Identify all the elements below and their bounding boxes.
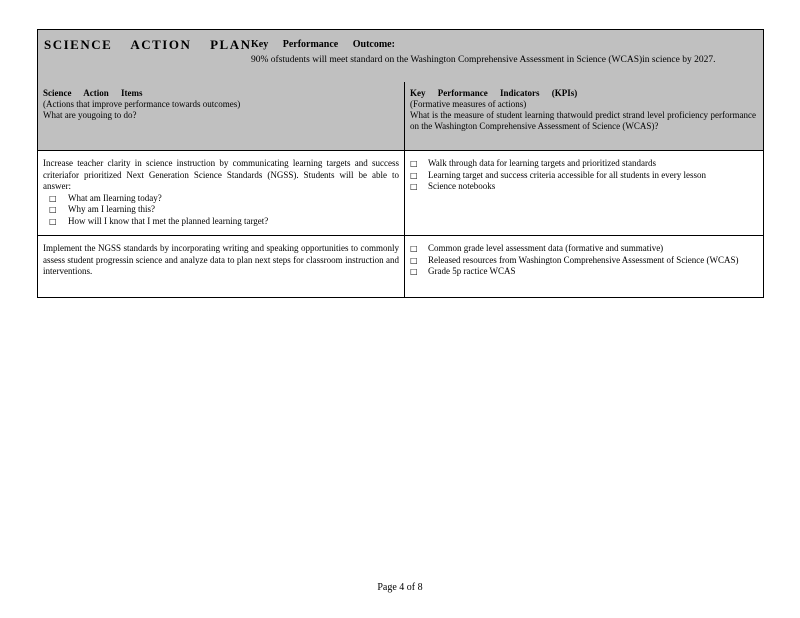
- column-headers: [38, 82, 763, 151]
- kpi-cell: [405, 236, 761, 297]
- action-cell: [38, 151, 405, 235]
- checkbox-icon: □: [49, 216, 57, 226]
- kpo-text: 90% ofstudents will meet standard on the Washington Comprehensive Assessment in Science (WCAS)in science by 2027.: [251, 55, 716, 65]
- list-item: □ How will I know that I met the planned learning target?: [49, 215, 269, 226]
- list-item: □ Science notebooks: [410, 181, 496, 191]
- checkbox-icon: □: [410, 182, 418, 191]
- list-item: □ Walk through data for learning targets and prioritized standards: [410, 158, 657, 168]
- checkbox-icon: □: [49, 193, 57, 203]
- action-cell: [38, 236, 405, 297]
- list-item: □ Why am I learning this?: [49, 204, 155, 214]
- list-item: □ Grade 5p ractice WCAS: [410, 266, 516, 276]
- list-item: □ Common grade level assessment data (formative and summative): [410, 243, 664, 253]
- action-text: Implement the NGSS standards by incorporating writing and speaking opportunities to commonly assess student progressin science and analyze data to plan next steps for classroom instruction and interventions.: [43, 243, 399, 276]
- action-text: Increase teacher clarity in science instruction by communicating learning targets and success criteriafor prioritized Next Generation Science Standards (NGSS). Students will be able to answer:: [43, 158, 399, 191]
- page-title: SCIENCE ACTION PLAN: [44, 37, 252, 52]
- header-kpis: [405, 82, 761, 150]
- table-row: [38, 236, 763, 298]
- checkbox-icon: □: [410, 267, 418, 276]
- page-number: Page 4 of 8: [377, 582, 423, 593]
- checkbox-icon: □: [410, 255, 418, 265]
- header-kpi-line2: What is the measure of student learning thatwould predict strand level proficiency performance on the Washington Comprehensive Assessment of Science (WCAS)?: [410, 110, 756, 131]
- checkbox-icon: □: [410, 244, 418, 253]
- list-item: □ What am Ilearning today?: [49, 192, 162, 203]
- header-action-title: Science Action Items: [43, 88, 143, 98]
- header-kpi-line1: (Formative measures of actions): [410, 99, 527, 109]
- header-action-line1: (Actions that improve performance towards outcomes): [43, 99, 241, 109]
- plan-banner: [38, 30, 763, 82]
- question-list: [43, 193, 399, 228]
- header-kpi-title: Key Performance Indicators (KPIs): [410, 88, 578, 98]
- checkbox-icon: □: [410, 159, 418, 168]
- kpi-list: [410, 243, 756, 278]
- action-plan-table: [37, 29, 764, 298]
- list-item: □ Learning target and success criteria accessible for all students in every lesson: [410, 169, 706, 180]
- kpi-list: [410, 158, 756, 193]
- header-action-line2: What are yougoing to do?: [43, 110, 137, 120]
- kpo-label: Key Performance Outcome:: [251, 39, 395, 50]
- table-row: [38, 151, 763, 236]
- list-item: □ Released resources from Washington Comprehensive Assessment of Science (WCAS): [410, 254, 739, 265]
- checkbox-icon: □: [49, 205, 57, 214]
- header-action-items: [38, 82, 405, 150]
- kpi-cell: [405, 151, 761, 235]
- checkbox-icon: □: [410, 170, 418, 180]
